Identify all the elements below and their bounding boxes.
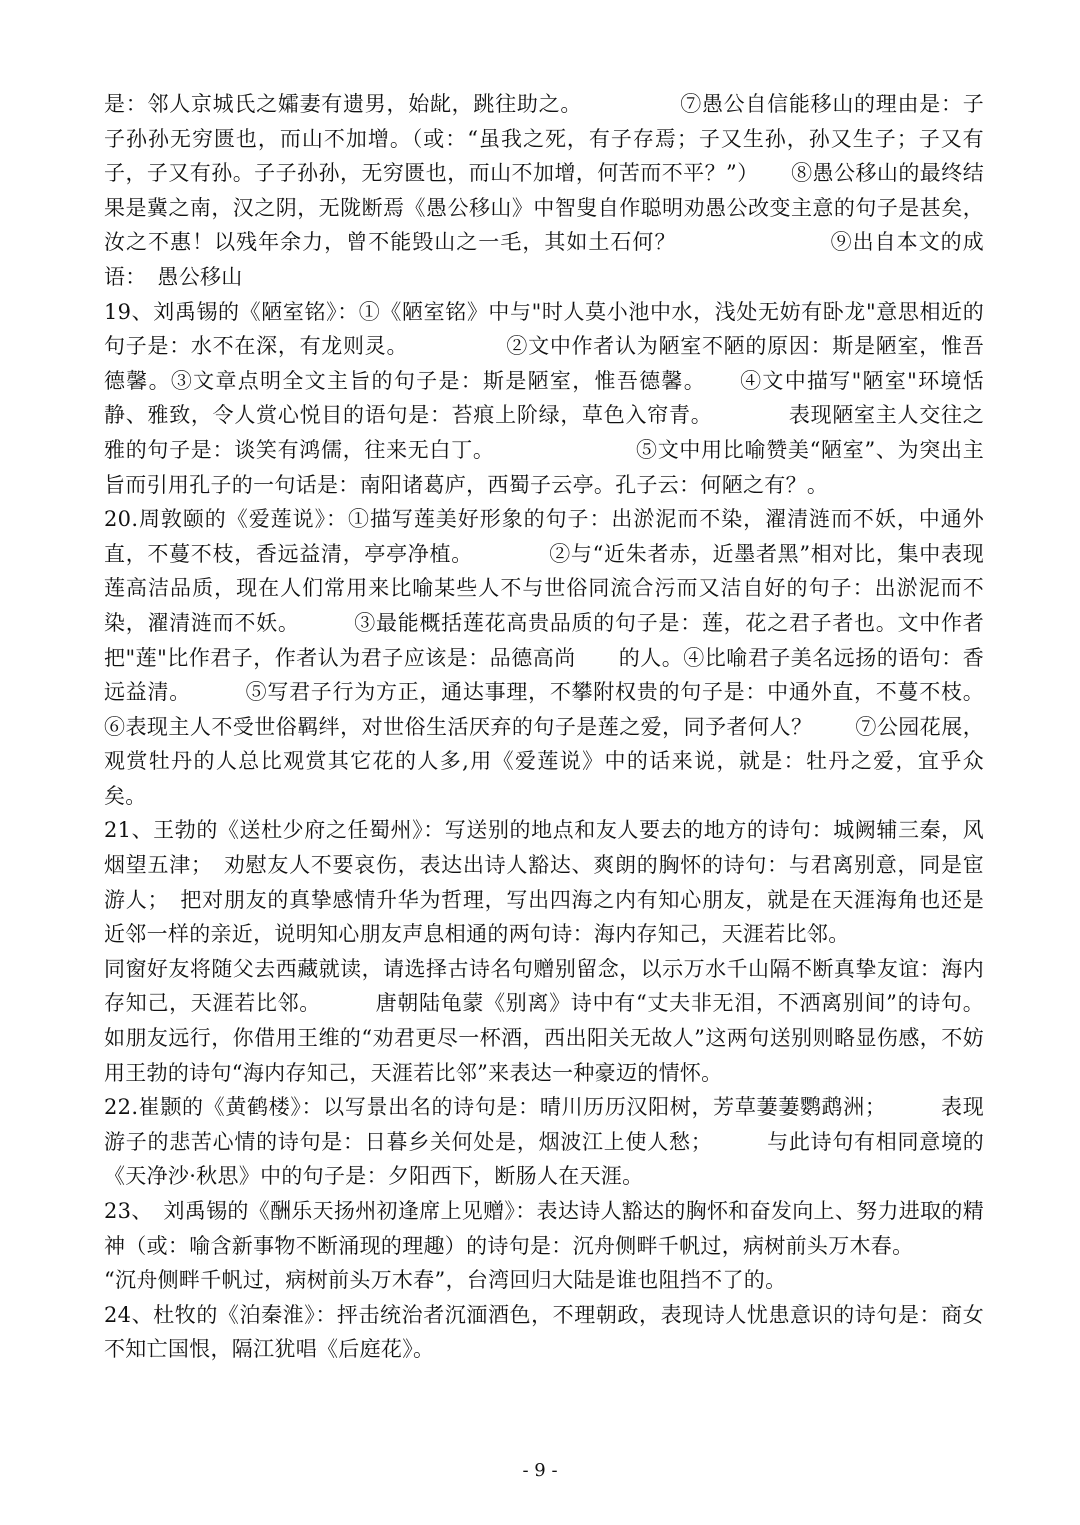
paragraph-21-example: 同窗好友将随父去西藏就读，请选择古诗名句赠别留念，以示万水千山隔不断真挚友谊：海内存知己，天涯若比邻。 唐朝陆龟蒙《别离》诗中有“丈夫非无泪，不洒离别间”的诗句。如朋友远行，你借用王维的“劝君更尽一杯酒，西出阳关无故人”这两句送别则略显伤感，不妨用王勃的诗句“海内存知己，天涯若比邻”来表达一种豪迈的情怀。	[104, 956, 984, 1085]
paragraph-20-ailianshuo: 20.周敦颐的《爱莲说》：①描写莲美好形象的句子：出淤泥而不染，濯清涟而不妖，中通外直，不蔓不枝，香远益清，亭亭净植。 ②与“近朱者赤，近墨者黑”相对比，集中表现莲高洁品质，现在人们常用来比喻某些人不与世俗同流合污而又洁自好的句子：出淤泥而不染，濯清涟而不妖。 ③最能概括莲花高贵品质的句子是：莲，花之君子者也。文中作者把"莲"比作君子，作者认为君子应该是：品德高尚 的人。④比喻君子美名远扬的语句：香远益清。 ⑤写君子行为方正，通达事理，不攀附权贵的句子是：中通外直，不蔓不枝。⑥表现主人不受世俗羁绊，对世俗生活厌弃的句子是莲之爱，同予者何人？ ⑦公园花展，观赏牡丹的人总比观赏其它花的人多,用《爱莲说》中的话来说，就是：牡丹之爱，宜乎众矣。	[104, 507, 984, 808]
paragraph-22-huanghelou: 22.崔颢的《黄鹤楼》：以写景出名的诗句是：晴川历历汉阳树，芳草萋萋鹦鹉洲； 表现游子的悲苦心情的诗句是：日暮乡关何处是，烟波江上使人愁； 与此诗句有相同意境的《天净沙·秋思》中的句子是：夕阳西下，断肠人在天涯。	[104, 1095, 984, 1189]
paragraph-24-boqinhuai: 24、杜牧的《泊秦淮》：抨击统治者沉湎酒色，不理朝政，表现诗人忧患意识的诗句是：商女不知亡国恨，隔江犹唱《后庭花》。	[104, 1302, 984, 1362]
paragraph-23-chouletian: 23、 刘禹锡的《酬乐天扬州初逢席上见赠》：表达诗人豁达的胸怀和奋发向上、努力进取的精神（或：喻含新事物不断涌现的理趣）的诗句是：沉舟侧畔千帆过，病树前头万木春。	[104, 1199, 984, 1258]
page-number: - 9 -	[522, 1460, 558, 1481]
body-text	[104, 87, 984, 1367]
paragraph-19-loushiming: 19、刘禹锡的《陋室铭》：①《陋室铭》中与"时人莫小池中水，浅处无妨有卧龙"意思相近的句子是：水不在深，有龙则灵。 ②文中作者认为陋室不陋的原因：斯是陋室，惟吾德馨。③文章点明全文主旨的句子是：斯是陋室，惟吾德馨。 ④文中描写"陋室"环境恬静、雅致，令人赏心悦目的语句是：苔痕上阶绿，草色入帘青。 表现陋室主人交往之雅的句子是：谈笑有鸿儒，往来无白丁。 ⑤文中用比喻赞美“陋室”、为突出主旨而引用孔子的一句话是：南阳诸葛庐，西蜀子云亭。孔子云：何陋之有？。	[104, 299, 984, 497]
paragraph-yugong-continued: 是：邻人京城氏之孀妻有遗男，始龀，跳往助之。 ⑦愚公自信能移山的理由是：子子孙孙无穷匮也，而山不加增。（或：“虽我之死，有子存焉；子又生孙，孙又生子；子又有子，子又有孙。子子孙孙，无穷匮也，而山不加增，何苦而不平？”） ⑧愚公移山的最终结果是冀之南，汉之阴，无陇断焉《愚公移山》中智叟自作聪明劝愚公改变主意的句子是甚矣，汝之不惠！以残年余力，曾不能毁山之一毛，其如土石何？ ⑨出自本文的成语： 愚公移山	[104, 92, 984, 289]
paragraph-23-example: “沉舟侧畔千帆过，病树前头万木春”，台湾回归大陆是谁也阻挡不了的。	[104, 1268, 787, 1293]
paragraph-21-songdushaofu: 21、王勃的《送杜少府之任蜀州》：写送别的地点和友人要去的地方的诗句：城阙辅三秦，风烟望五津； 劝慰友人不要哀伤，表达出诗人豁达、爽朗的胸怀的诗句：与君离别意，同是宦游人； 把对朋友的真挚感情升华为哲理，写出四海之内有知心朋友，就是在天涯海角也还是近邻一样的亲近，说明知心朋友声息相通的两句诗：海内存知己，天涯若比邻。	[104, 818, 984, 947]
